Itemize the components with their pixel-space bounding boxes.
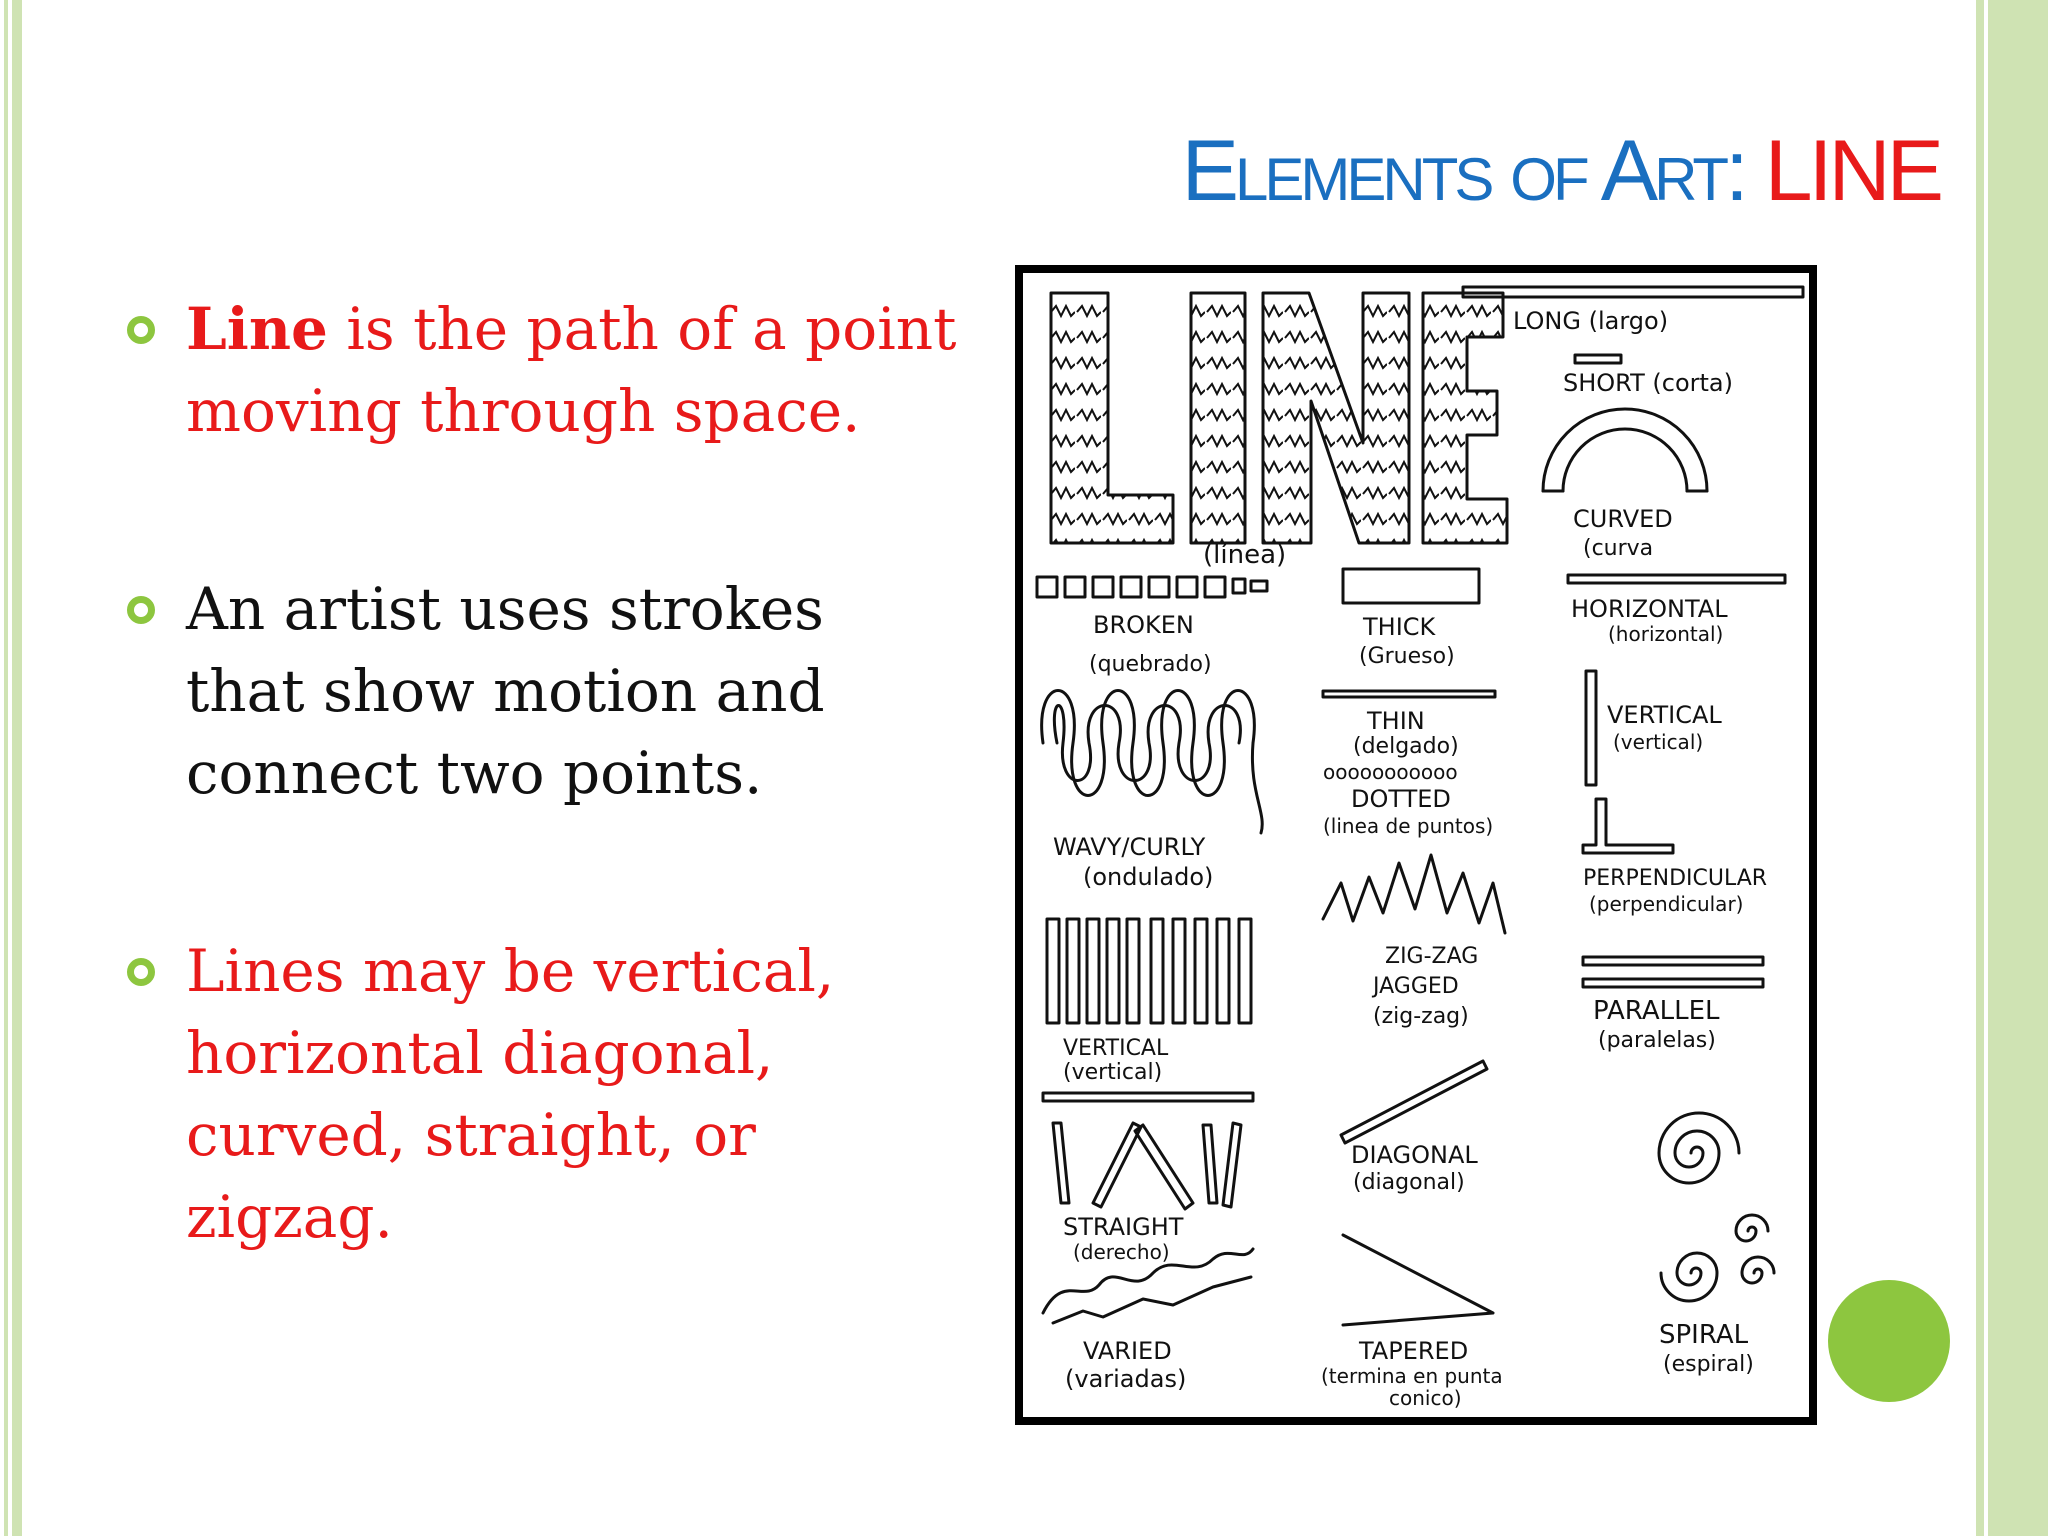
bullet-item (120, 288, 960, 452)
big-line-lettering (1051, 293, 1507, 543)
broken-line-marks (1037, 577, 1267, 597)
worksheet-label: (vertical) (1063, 1060, 1163, 1085)
worksheet-label: (línea) (1203, 540, 1287, 570)
worksheet-label: PERPENDICULAR (1583, 866, 1768, 891)
worksheet-label: (espiral) (1663, 1352, 1754, 1377)
worksheet-label: (diagonal) (1353, 1170, 1465, 1195)
title-keyword: LINE (1764, 123, 1940, 219)
worksheet-label: (Grueso) (1359, 644, 1455, 669)
bullet-lead-term: Line (186, 295, 328, 363)
worksheet-label: conico) (1389, 1386, 1462, 1410)
right-border-decoration (1968, 0, 2048, 1536)
worksheet-label: DIAGONAL (1351, 1141, 1478, 1169)
worksheet-label: (linea de puntos) (1323, 814, 1494, 838)
worksheet-label: (paralelas) (1598, 1028, 1716, 1053)
bullet-ring-icon (127, 958, 155, 986)
bullet-text: Lines may be vertical, horizontal diagonal, curved, straight, or zigzag. (186, 937, 835, 1251)
worksheet-label: HORIZONTAL (1571, 595, 1728, 623)
worksheet-label: VARIED (1083, 1337, 1172, 1365)
worksheet-label: (delgado) (1353, 734, 1459, 759)
worksheet-drawing (1023, 273, 1809, 1417)
worksheet-label: ooooooooooo (1323, 760, 1458, 784)
worksheet-label: STRAIGHT (1063, 1213, 1184, 1241)
bullet-text: An artist uses strokes that show motion and connect two points. (186, 575, 825, 807)
worksheet-label: (derecho) (1073, 1240, 1170, 1264)
worksheet-label: (perpendicular) (1589, 892, 1744, 916)
worksheet-label: (vertical) (1613, 730, 1704, 754)
title-prefix: Elements of Art: (1181, 123, 1765, 219)
worksheet-label: SPIRAL (1659, 1320, 1749, 1350)
worksheet-label: (zig-zag) (1373, 1004, 1469, 1029)
worksheet-label: SHORT (corta) (1563, 369, 1733, 397)
worksheet-label: (termina en punta (1321, 1364, 1503, 1388)
bullet-item (120, 568, 960, 814)
worksheet-label: TAPERED (1359, 1337, 1469, 1365)
slide-title (1181, 123, 1940, 219)
worksheet-label: WAVY/CURLY (1053, 833, 1206, 861)
worksheet-label: (horizontal) (1608, 622, 1724, 646)
line-types-worksheet (1015, 265, 1817, 1425)
worksheet-label: (quebrado) (1089, 652, 1212, 677)
worksheet-label: THICK (1363, 613, 1436, 641)
worksheet-label: BROKEN (1093, 611, 1194, 639)
bullet-ring-icon (127, 316, 155, 344)
worksheet-label: VERTICAL (1607, 701, 1722, 729)
vertical-line-marks (1047, 919, 1251, 1023)
worksheet-label: VERTICAL (1063, 1036, 1169, 1061)
worksheet-label: DOTTED (1351, 785, 1451, 813)
worksheet-label: PARALLEL (1593, 996, 1720, 1026)
decorative-green-circle (1828, 1280, 1950, 1402)
bullet-list (120, 288, 960, 1374)
worksheet-label: (curva (1583, 536, 1654, 561)
bullet-ring-icon (127, 596, 155, 624)
worksheet-label: JAGGED (1373, 974, 1459, 999)
worksheet-label: THIN (1367, 707, 1425, 735)
worksheet-label: (variadas) (1065, 1365, 1187, 1393)
worksheet-label: LONG (largo) (1513, 307, 1669, 335)
bullet-text: is the path of a point moving through space. (186, 295, 957, 445)
bullet-item (120, 930, 960, 1258)
worksheet-label: (ondulado) (1083, 863, 1214, 891)
left-border-decoration (0, 0, 22, 1536)
worksheet-label: CURVED (1573, 505, 1673, 533)
worksheet-label: ZIG-ZAG (1385, 944, 1479, 969)
